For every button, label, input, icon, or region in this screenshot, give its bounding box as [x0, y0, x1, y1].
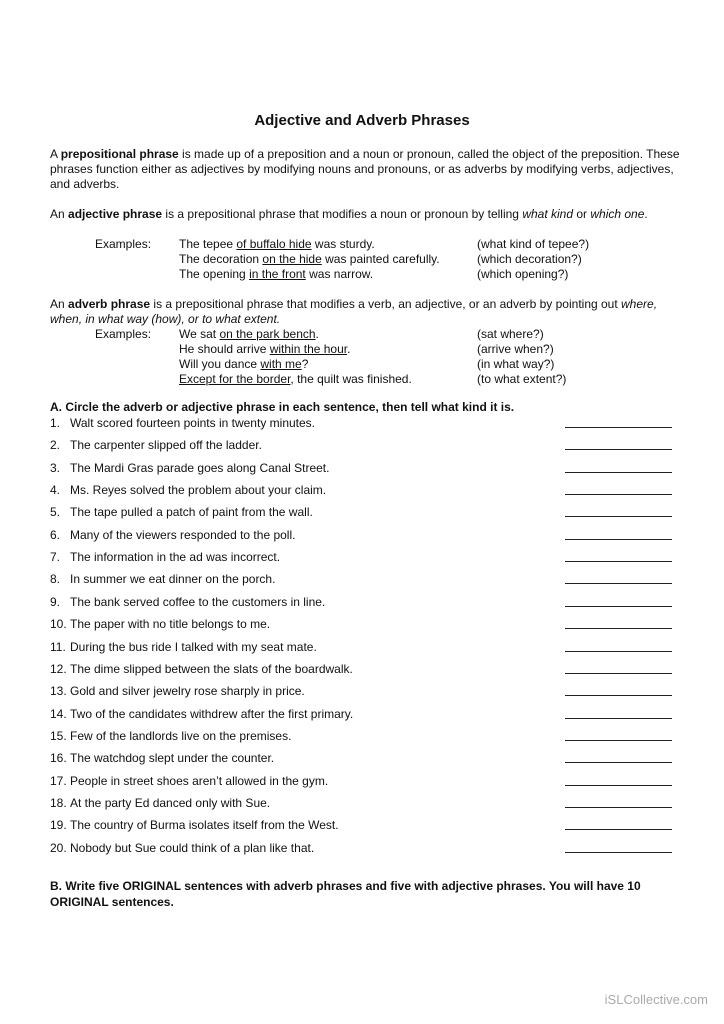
example-note: (sat where?)	[477, 327, 544, 341]
answer-blank[interactable]	[565, 606, 672, 607]
adverb-examples-label: Examples:	[95, 327, 152, 341]
question-number: 8.	[50, 572, 61, 587]
question-text: The country of Burma isolates itself from the West.	[70, 818, 339, 833]
question-number: 15.	[50, 728, 67, 743]
answer-blank[interactable]	[565, 561, 672, 562]
question-number: 19.	[50, 818, 67, 833]
answer-blank[interactable]	[565, 762, 672, 763]
example-sentence: The opening in the front was narrow.	[179, 267, 374, 281]
question-number: 14.	[50, 706, 67, 721]
question-number: 17.	[50, 773, 67, 788]
example-note: (what kind of tepee?)	[477, 237, 590, 251]
question-item	[50, 841, 680, 856]
watermark: iSLCollective.com	[604, 992, 708, 1007]
answer-blank[interactable]	[565, 673, 672, 674]
intro-paragraph: A prepositional phrase is made up of a preposition and a noun or pronoun, called the object of the preposition. These phrases function either as adjectives by modifying nouns and pronouns, or as adverbs by modifying verbs, adjectives, and adverbs.	[50, 147, 680, 191]
term-adjective-phrase: adjective phrase	[68, 207, 163, 221]
example-sentence: Except for the border, the quilt was finished.	[179, 372, 412, 386]
question-item	[50, 796, 680, 811]
adjective-examples-label: Examples:	[95, 237, 152, 251]
underlined-phrase: in the front	[249, 267, 306, 281]
question-text: The tape pulled a patch of paint from the wall.	[70, 505, 313, 520]
question-item	[50, 818, 680, 833]
question-item	[50, 438, 680, 453]
question-number: 5.	[50, 505, 61, 520]
answer-blank[interactable]	[565, 539, 672, 540]
answer-blank[interactable]	[565, 628, 672, 629]
question-item	[50, 640, 680, 655]
answer-blank[interactable]	[565, 494, 672, 495]
question-text: The paper with no title belongs to me.	[70, 617, 271, 632]
question-text: The carpenter slipped off the ladder.	[70, 438, 262, 453]
answer-blank[interactable]	[565, 651, 672, 652]
answer-blank[interactable]	[565, 718, 672, 719]
term-prepositional-phrase: prepositional phrase	[60, 147, 179, 161]
question-text: Two of the candidates withdrew after the first primary.	[70, 706, 354, 721]
question-number: 1.	[50, 416, 61, 430]
question-item	[50, 707, 680, 722]
underlined-phrase: of buffalo hide	[236, 237, 312, 251]
answer-blank[interactable]	[565, 695, 672, 696]
example-note: (arrive when?)	[477, 342, 554, 356]
question-text: Nobody but Sue could think of a plan like that.	[70, 840, 315, 855]
question-item	[50, 684, 680, 699]
answer-blank[interactable]	[565, 852, 672, 853]
question-number: 10.	[50, 617, 67, 632]
section-b-heading: B. Write five ORIGINAL sentences with adverb phrases and five with adjective phrases. You will have 10 ORIGINAL sentences.	[50, 879, 641, 909]
example-sentence: The tepee of buffalo hide was sturdy.	[179, 237, 375, 251]
answer-blank[interactable]	[565, 583, 672, 584]
question-item	[50, 550, 680, 565]
question-text: People in street shoes aren’t allowed in the gym.	[70, 773, 329, 788]
example-note: (which opening?)	[477, 267, 569, 281]
answer-blank[interactable]	[565, 472, 672, 473]
question-item	[50, 662, 680, 677]
example-note: (to what extent?)	[477, 372, 567, 386]
question-text: Many of the viewers responded to the poll.	[70, 527, 296, 542]
underlined-phrase: Except for the border	[179, 372, 291, 386]
adverb-definition: An adverb phrase is a prepositional phrase that modifies a verb, an adjective, or an adverb by pointing out where, when, in what way (how), or to what extent.	[50, 297, 658, 326]
underlined-phrase: on the hide	[262, 252, 322, 266]
example-note: (which decoration?)	[477, 252, 582, 266]
question-number: 11.	[50, 639, 66, 654]
question-text: Gold and silver jewelry rose sharply in price.	[70, 684, 305, 699]
question-item	[50, 774, 680, 789]
question-text: In summer we eat dinner on the porch.	[70, 572, 276, 587]
question-text: During the bus ride I talked with my seat mate.	[70, 639, 317, 654]
question-item	[50, 572, 680, 587]
answer-blank[interactable]	[565, 829, 672, 830]
question-text: The dime slipped between the slats of the boardwalk.	[70, 661, 353, 676]
example-sentence: Will you dance with me?	[179, 357, 309, 371]
question-text: The information in the ad was incorrect.	[70, 550, 281, 565]
question-item	[50, 751, 680, 766]
underlined-phrase: within the hour	[269, 342, 348, 356]
question-number: 16.	[50, 751, 67, 766]
question-text: At the party Ed danced only with Sue.	[70, 795, 271, 810]
question-item	[50, 505, 680, 520]
answer-blank[interactable]	[565, 449, 672, 450]
page-title: Adjective and Adverb Phrases	[254, 112, 470, 129]
section-a-heading: A. Circle the adverb or adjective phrase in each sentence, then tell what kind it is.	[50, 400, 515, 414]
question-number: 9.	[50, 594, 61, 609]
question-number: 6.	[50, 527, 61, 542]
question-number: 4.	[50, 483, 61, 498]
example-note: (in what way?)	[477, 357, 555, 371]
answer-blank[interactable]	[565, 807, 672, 808]
question-number: 13.	[50, 684, 67, 699]
question-item	[50, 595, 680, 610]
question-item	[50, 483, 680, 498]
question-text: The bank served coffee to the customers in line.	[70, 594, 326, 609]
answer-blank[interactable]	[565, 516, 672, 517]
underlined-phrase: on the park bench	[219, 327, 316, 341]
question-item	[50, 461, 680, 476]
question-item	[50, 617, 680, 632]
example-sentence: He should arrive within the hour.	[179, 342, 351, 356]
adjective-definition: An adjective phrase is a prepositional phrase that modifies a noun or pronoun by telling what kind or which one.	[50, 207, 648, 221]
answer-blank[interactable]	[565, 785, 672, 786]
answer-blank[interactable]	[565, 427, 672, 428]
answer-blank[interactable]	[565, 740, 672, 741]
example-sentence: We sat on the park bench.	[179, 327, 319, 341]
question-text: Walt scored fourteen points in twenty minutes.	[70, 416, 316, 430]
question-number: 12.	[50, 661, 67, 676]
term-adverb-phrase: adverb phrase	[68, 297, 151, 311]
question-number: 7.	[50, 550, 61, 565]
question-number: 3.	[50, 460, 61, 475]
example-sentence: The decoration on the hide was painted carefully.	[179, 252, 440, 266]
question-item	[50, 729, 680, 744]
question-text: Ms. Reyes solved the problem about your claim.	[70, 483, 327, 498]
underlined-phrase: with me	[260, 357, 302, 371]
question-text: Few of the landlords live on the premises.	[70, 728, 292, 743]
question-item	[50, 528, 680, 543]
question-item	[50, 416, 680, 431]
question-number: 2.	[50, 438, 61, 453]
question-number: 18.	[50, 795, 67, 810]
question-text: The watchdog slept under the counter.	[70, 751, 275, 766]
question-text: The Mardi Gras parade goes along Canal Street.	[70, 460, 330, 475]
question-number: 20.	[50, 840, 67, 855]
